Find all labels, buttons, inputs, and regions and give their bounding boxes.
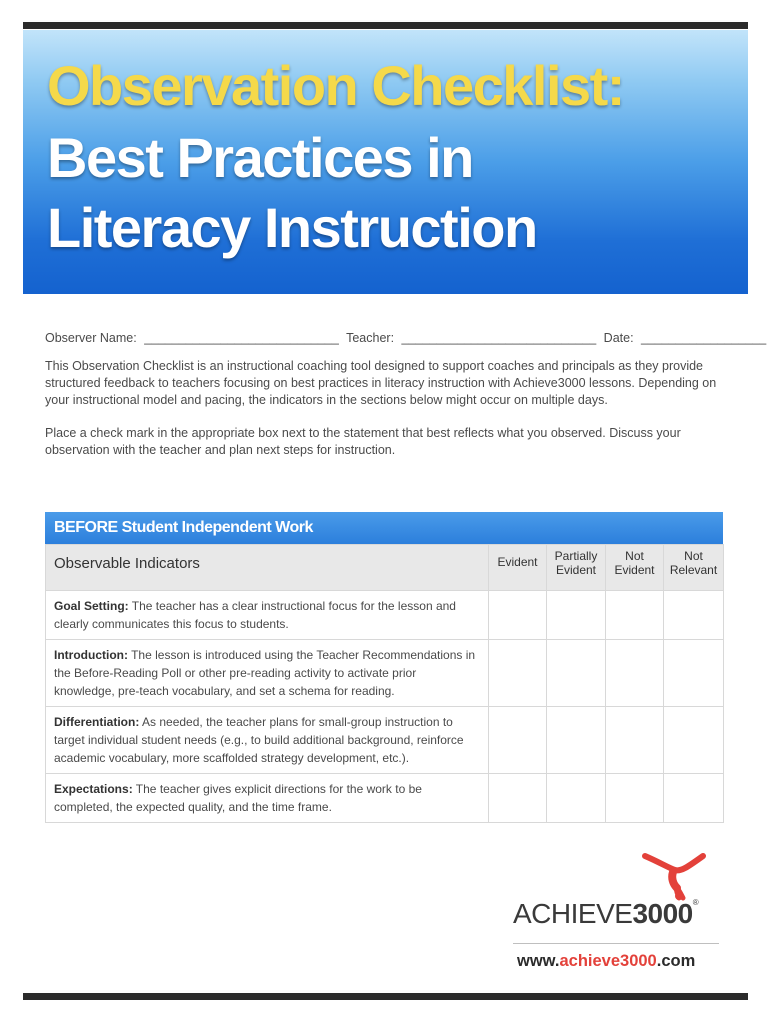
not-relevant-column-header — [664, 545, 724, 591]
intro-paragraph: This Observation Checklist is an instructional coaching tool designed to support coaches and principals as they provide structured feedback to teachers focusing on best practices in literacy instruction with Achieve3000 lessons. Depending on your instructional model and pacing, the indicators in the sections below might occur on multiple days. — [45, 359, 717, 407]
not-relevant-checkbox[interactable] — [664, 640, 724, 707]
top-rule — [23, 22, 748, 29]
evident-column-header — [489, 545, 547, 591]
indicator-text: The teacher has a clear instructional focus for the lesson and clearly communicates this focus to students. — [54, 599, 456, 631]
evident-checkbox[interactable] — [489, 640, 547, 707]
logo-text-bold: 3000 — [632, 898, 693, 929]
partially-evident-checkbox[interactable] — [547, 774, 606, 823]
indicators-column-header: Observable Indicators — [46, 545, 489, 591]
observer-name-label: Observer Name: — [45, 331, 137, 345]
indicator-introduction — [46, 640, 489, 707]
date-field[interactable]: __________________ — [641, 331, 767, 345]
page-title-line1: Observation Checklist: — [47, 54, 624, 117]
table-row — [46, 640, 724, 707]
indicator-label: Introduction: — [54, 648, 128, 662]
partially-evident-checkbox[interactable] — [547, 591, 606, 640]
registered-mark: ® — [692, 898, 699, 907]
table-row — [46, 774, 724, 823]
website-prefix: www. — [517, 952, 560, 970]
not-relevant-checkbox[interactable] — [664, 591, 724, 640]
indicator-expectations — [46, 774, 489, 823]
website-suffix: .com — [656, 952, 696, 970]
partially-evident-checkbox[interactable] — [547, 707, 606, 774]
indicator-goal-setting — [46, 591, 489, 640]
indicator-text: The teacher gives explicit directions for the work to be completed, the expected quality, and the time frame. — [54, 782, 422, 814]
not-evident-checkbox[interactable] — [606, 640, 664, 707]
evident-checkbox[interactable] — [489, 774, 547, 823]
title-banner — [23, 30, 748, 294]
indicator-label: Expectations: — [54, 782, 133, 796]
page-title-line2: Best Practices in — [47, 126, 473, 189]
teacher-label: Teacher: — [346, 331, 395, 345]
not-evident-column-header — [606, 545, 664, 591]
partially-header-line1: Partially — [554, 549, 598, 563]
teacher-field[interactable]: ____________________________ — [401, 331, 597, 345]
logo-text-light: ACHIEVE — [513, 898, 633, 929]
observer-info-line — [45, 331, 770, 345]
not-evident-header-line2: Evident — [614, 563, 655, 577]
partially-evident-checkbox[interactable] — [547, 640, 606, 707]
section-header: BEFORE Student Independent Work — [45, 512, 723, 544]
logo-divider — [513, 943, 719, 944]
not-relevant-header-line2: Relevant — [669, 563, 718, 577]
table-row — [46, 591, 724, 640]
not-evident-checkbox[interactable] — [606, 707, 664, 774]
not-relevant-header-line1: Not — [684, 549, 703, 563]
evident-checkbox[interactable] — [489, 591, 547, 640]
not-evident-checkbox[interactable] — [606, 591, 664, 640]
not-relevant-checkbox[interactable] — [664, 774, 724, 823]
table-header-row — [46, 545, 724, 591]
website-brand: achieve3000 — [559, 952, 657, 970]
partially-header-line2: Evident — [555, 563, 597, 577]
observer-name-field[interactable]: ____________________________ — [144, 331, 339, 345]
indicator-label: Differentiation: — [54, 715, 140, 729]
page-title-line3: Literacy Instruction — [47, 196, 537, 259]
not-evident-header-line1: Not — [625, 549, 644, 563]
website-link[interactable] — [517, 952, 695, 971]
bottom-rule — [23, 993, 748, 1000]
brand-logo — [513, 898, 698, 930]
instructions-paragraph: Place a check mark in the appropriate box next to the statement that best reflects what you observed. Discuss your observation with the teacher and plan next steps for instruction. — [45, 426, 681, 457]
indicator-text: The lesson is introduced using the Teacher Recommendations in the Before-Reading Poll or other pre-reading activity to activate prior knowledge, pre-teach vocabulary, and set a schema for reading. — [54, 648, 476, 698]
partially-evident-column-header — [547, 545, 606, 591]
evident-checkbox[interactable] — [489, 707, 547, 774]
indicator-text: As needed, the teacher plans for small-group instruction to target individual student needs (e.g., to build additional background, reinforce academic vocabulary, more scaffolded strategy development, etc.). — [54, 715, 464, 765]
indicator-differentiation — [46, 707, 489, 774]
indicator-label: Goal Setting: — [54, 599, 129, 613]
evident-header-text: Evident — [497, 555, 538, 569]
not-relevant-checkbox[interactable] — [664, 707, 724, 774]
checklist-table — [45, 512, 723, 823]
date-label: Date: — [603, 331, 634, 345]
not-evident-checkbox[interactable] — [606, 774, 664, 823]
table-row — [46, 707, 724, 774]
